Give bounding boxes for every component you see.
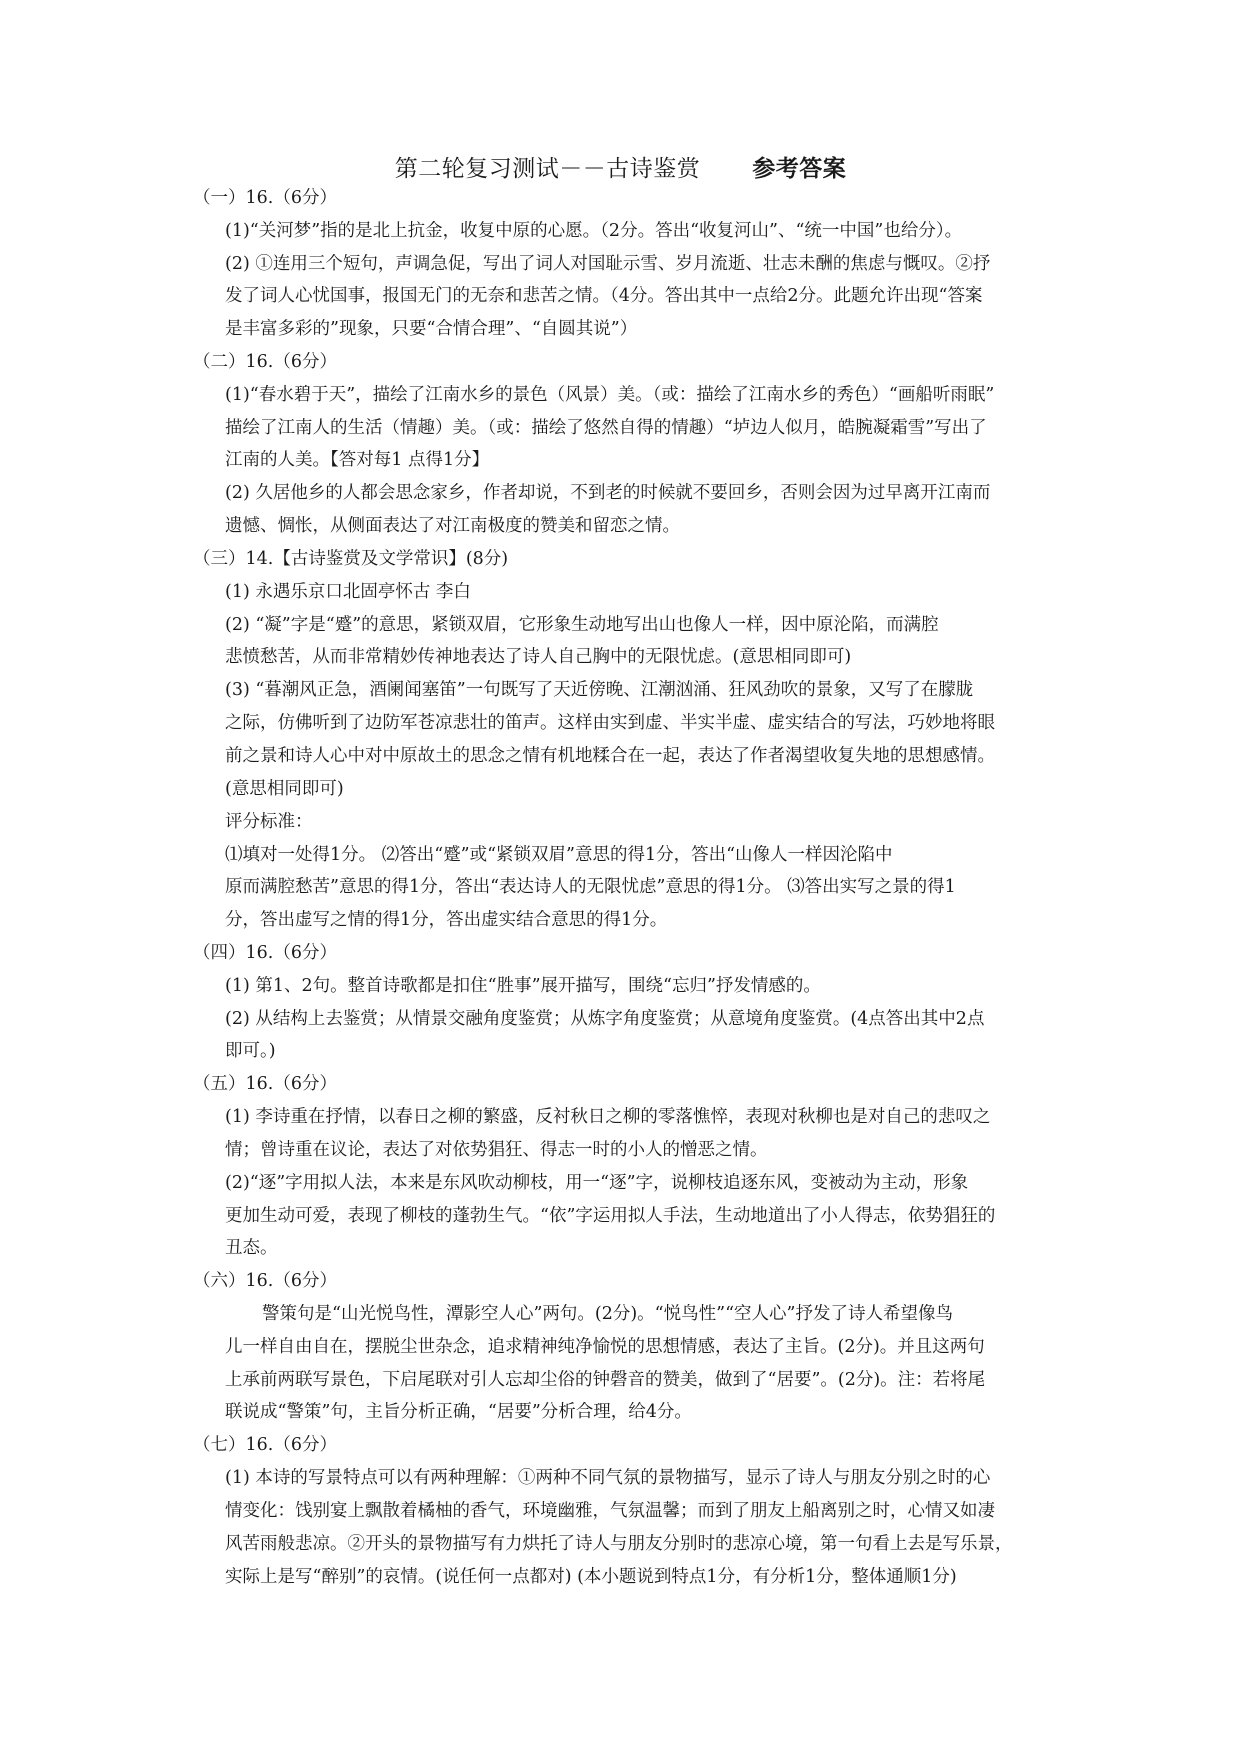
title-main: 第二轮复习测试－－古诗鉴赏 [394, 156, 701, 182]
section-6-heading: （六）16.（6分） [193, 1271, 337, 1291]
text-line: 江南的人美。【答对每1 点得1分】 [225, 450, 490, 470]
text-line: 分，答出虚写之情的得1分，答出虚实结合意思的得1分。 [225, 910, 668, 930]
text-line: (1) 永遇乐京口北固亭怀古 李白 [225, 582, 471, 602]
text-line: 描绘了江南人的生活（情趣）美。（或：描绘了悠然自得的情趣）“垆边人似月，皓腕凝霜雪”写出了 [225, 418, 987, 438]
title-answer-key: 参考答案 [752, 155, 847, 182]
text-line: (1) 第1、2句。整首诗歌都是扣住“胜事”展开描写，围绕“忘归”抒发情感的。 [225, 976, 821, 996]
text-line: (2) “凝”字是“蹙”的意思，紧锁双眉，它形象生动地写出山也像人一样，因中原沦陷，而满腔 [225, 615, 939, 635]
text-line: 发了词人心忧国事，报国无门的无奈和悲苦之情。（4分。答出其中一点给2分。此题允许出现“答案 [225, 286, 983, 306]
text-line: 上承前两联写景色，下启尾联对引人忘却尘俗的钟磬音的赞美，做到了“居要”。(2分)。注：若将尾 [225, 1370, 986, 1390]
scoring-criteria-label: 评分标准： [225, 812, 313, 832]
text-line: (1)“关河梦”指的是北上抗金，收复中原的心愿。（2分。答出“收复河山”、“统一中国”也给分）。 [225, 221, 963, 241]
text-line: (意思相同即可) [225, 779, 344, 799]
text-line: 实际上是写“醉别”的哀情。(说任何一点都对) (本小题说到特点1分，有分析1分，整体通顺1分) [225, 1567, 957, 1587]
text-line: 联说成“警策”句，主旨分析正确，“居要”分析合理，给4分。 [225, 1402, 692, 1422]
text-line: 悲愤愁苦，从而非常精妙传神地表达了诗人自己胸中的无限忧虑。(意思相同即可) [225, 647, 852, 667]
text-line: (1) 李诗重在抒情，以春日之柳的繁盛，反衬秋日之柳的零落憔悴，表现对秋柳也是对自己的悲叹之 [225, 1107, 991, 1127]
text-line: 原而满腔愁苦”意思的得1分，答出“表达诗人的无限忧虑”意思的得1分。 ⑶答出实写之景的得1 [225, 877, 956, 897]
text-line: 更加生动可爱，表现了柳枝的蓬勃生气。“依”字运用拟人手法，生动地道出了小人得志，依势猖狂的 [225, 1206, 996, 1226]
text-line: (2)“逐”字用拟人法，本来是东风吹动柳枝，用一“逐”字，说柳枝追逐东风，变被动为主动，形象 [225, 1173, 969, 1193]
text-line: 丑态。 [225, 1238, 278, 1258]
document-title [0, 150, 1241, 183]
text-line: ⑴填对一处得1分。 ⑵答出“蹙”或“紧锁双眉”意思的得1分，答出“山像人一样因沦陷中 [225, 845, 893, 865]
section-1-heading: （一）16.（6分） [193, 188, 337, 208]
text-line: (2) ①连用三个短句，声调急促，写出了词人对国耻示雪、岁月流逝、壮志未酬的焦虑与慨叹。②抒 [225, 254, 991, 274]
text-line: 儿一样自由自在，摆脱尘世杂念，追求精神纯净愉悦的思想情感，表达了主旨。(2分)。并且这两句 [225, 1337, 985, 1357]
text-line: 是丰富多彩的”现象，只要“合情合理”、“自圆其说”） [225, 319, 638, 339]
section-7-heading: （七）16.（6分） [193, 1435, 337, 1455]
section-5-heading: （五）16.（6分） [193, 1074, 337, 1094]
text-line: (2) 久居他乡的人都会思念家乡，作者却说，不到老的时候就不要回乡，否则会因为过早离开江南而 [225, 483, 991, 503]
text-line: (1) 本诗的写景特点可以有两种理解：①两种不同气氛的景物描写，显示了诗人与朋友分别之时的心 [225, 1468, 991, 1488]
text-line: 情；曾诗重在议论，表达了对依势猖狂、得志一时的小人的憎恶之情。 [225, 1140, 768, 1160]
text-line: 警策句是“山光悦鸟性，潭影空人心”两句。(2分)。“悦鸟性”“空人心”抒发了诗人希望像鸟 [262, 1304, 953, 1324]
text-line: 情变化：饯别宴上飘散着橘柚的香气，环境幽雅，气氛温馨；而到了朋友上船离别之时，心情又如凄 [225, 1501, 995, 1521]
section-3-heading: （三）14.【古诗鉴赏及文学常识】(8分) [193, 549, 509, 569]
text-line: 前之景和诗人心中对中原故土的思念之情有机地糅合在一起，表达了作者渴望收复失地的思想感情。 [225, 746, 995, 766]
section-2-heading: （二）16.（6分） [193, 352, 337, 372]
text-line: (3) “暮潮风正急，酒阑闻塞笛”一句既写了天近傍晚、江潮汹涌、狂风劲吹的景象，又写了在朦胧 [225, 680, 974, 700]
text-line: (1)“春水碧于天”，描绘了江南水乡的景色（风景）美。（或：描绘了江南水乡的秀色）“画船听雨眠” [225, 385, 995, 405]
text-line: 之际，仿佛听到了边防军苍凉悲壮的笛声。这样由实到虚、半实半虚、虚实结合的写法，巧妙地将眼 [225, 713, 995, 733]
text-line: 即可。) [225, 1041, 276, 1061]
section-4-heading: （四）16.（6分） [193, 943, 337, 963]
text-line: (2) 从结构上去鉴赏；从情景交融角度鉴赏；从炼字角度鉴赏；从意境角度鉴赏。(4点答出其中2点 [225, 1009, 985, 1029]
text-line: 风苦雨般悲凉。②开头的景物描写有力烘托了诗人与朋友分别时的悲凉心境，第一句看上去是写乐景， [225, 1534, 1013, 1554]
text-line: 遗憾、惆怅，从侧面表达了对江南极度的赞美和留恋之情。 [225, 516, 680, 536]
